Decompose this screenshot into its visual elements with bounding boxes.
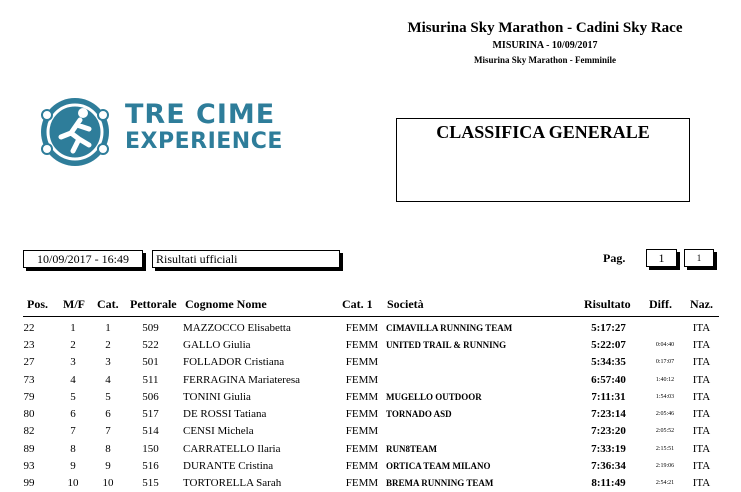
cell-cat1: FEMM <box>345 460 379 473</box>
col-header-pos: Pos. <box>27 297 48 311</box>
cell-cat1: FEMM <box>345 408 379 421</box>
cell-soc <box>386 354 576 371</box>
results-table <box>0 319 714 492</box>
cell-diff: 2:54:21 <box>655 480 675 487</box>
classifica-box <box>396 118 690 202</box>
cell-cat: 10 <box>102 477 114 490</box>
col-header-mf: M/F <box>63 297 85 311</box>
cell-mf: 5 <box>70 390 76 403</box>
cell-pett: 150 <box>142 442 159 455</box>
page-current: 1 <box>646 249 677 267</box>
table-row <box>0 475 714 492</box>
cell-pos: 79 <box>23 390 35 403</box>
col-header-naz: Naz. <box>690 297 713 311</box>
cell-cat1: FEMM <box>345 373 379 386</box>
cell-diff: 0:04:40 <box>655 341 675 348</box>
cell-nome: DE ROSSI Tatiana <box>183 408 267 421</box>
event-subtitle: MISURINA - 10/09/2017 <box>492 40 598 51</box>
logo-text-tre-cime: TRE CIME <box>125 99 276 130</box>
col-header-pettorale: Pettorale <box>130 297 177 311</box>
cell-pett: 511 <box>142 373 159 386</box>
cell-nome: CARRATELLO Ilaria <box>183 442 281 455</box>
col-header-cat: Cat. <box>97 297 119 311</box>
cell-ris: 7:23:14 <box>591 408 626 421</box>
cell-ris: 7:23:20 <box>591 425 626 438</box>
cell-soc <box>386 371 576 388</box>
table-row <box>0 405 714 422</box>
cell-cat: 9 <box>105 460 111 473</box>
cell-pett: 515 <box>142 477 159 490</box>
cell-soc: MUGELLO OUTDOOR <box>386 391 482 402</box>
cell-ris: 8:11:49 <box>591 477 626 490</box>
cell-soc <box>386 423 576 440</box>
cell-mf: 6 <box>70 408 76 421</box>
cell-mf: 2 <box>70 338 76 351</box>
cell-soc: BREMA RUNNING TEAM <box>386 478 494 489</box>
runner-emblem-icon <box>33 93 117 171</box>
cell-cat: 1 <box>105 321 111 334</box>
table-row <box>0 440 714 457</box>
page-label: Pag. <box>603 251 626 265</box>
cell-ris: 6:57:40 <box>591 373 626 386</box>
cell-pos: 82 <box>23 425 35 438</box>
col-header-risultato: Risultato <box>584 297 631 311</box>
cell-naz: ITA <box>692 373 711 386</box>
cell-pos: 99 <box>23 477 35 490</box>
cell-diff: 0:17:07 <box>655 359 675 366</box>
table-row <box>0 388 714 405</box>
cell-cat: 3 <box>105 356 111 369</box>
cell-soc: TORNADO ASD <box>386 409 452 420</box>
cell-pett: 514 <box>142 425 159 438</box>
cell-mf: 10 <box>67 477 79 490</box>
cell-nome: TONINI Giulia <box>183 390 251 403</box>
table-row <box>0 319 714 336</box>
cell-diff: 2:05:52 <box>655 428 675 435</box>
cell-mf: 1 <box>70 321 76 334</box>
cell-naz: ITA <box>692 356 711 369</box>
col-header-societa: Società <box>387 297 424 311</box>
cell-ris: 5:34:35 <box>591 356 626 369</box>
col-header-diff: Diff. <box>649 297 672 311</box>
cell-pos: 27 <box>23 356 35 369</box>
datetime-box: 10/09/2017 - 16:49 <box>23 250 143 268</box>
cell-nome: MAZZOCCO Elisabetta <box>183 321 291 334</box>
cell-pett: 516 <box>142 460 159 473</box>
cell-diff: 2:15:51 <box>655 445 675 452</box>
table-row <box>0 423 714 440</box>
cell-cat1: FEMM <box>345 390 379 403</box>
cell-diff: 1:54:03 <box>655 393 675 400</box>
cell-ris: 7:33:19 <box>591 442 626 455</box>
cell-pos: 23 <box>23 338 35 351</box>
cell-nome: DURANTE Cristina <box>183 460 274 473</box>
cell-diff <box>641 319 689 336</box>
cell-cat1: FEMM <box>345 338 379 351</box>
cell-pett: 517 <box>142 408 159 421</box>
cell-naz: ITA <box>692 321 711 334</box>
cell-soc: CIMAVILLA RUNNING TEAM <box>386 322 513 333</box>
cell-ris: 5:22:07 <box>591 338 626 351</box>
cell-pett: 506 <box>142 390 159 403</box>
cell-pett: 509 <box>142 321 159 334</box>
cell-cat1: FEMM <box>345 356 379 369</box>
cell-soc: ORTICA TEAM MILANO <box>386 461 491 472</box>
cell-naz: ITA <box>692 408 711 421</box>
cell-ris: 5:17:27 <box>591 321 626 334</box>
cell-diff: 1:40:12 <box>655 376 675 383</box>
cell-cat: 6 <box>105 408 111 421</box>
cell-cat: 8 <box>105 442 111 455</box>
cell-cat: 4 <box>105 373 111 386</box>
cell-naz: ITA <box>692 460 711 473</box>
cell-nome: FOLLADOR Cristiana <box>183 356 285 369</box>
cell-cat: 2 <box>105 338 111 351</box>
cell-diff: 2:05:46 <box>655 411 675 418</box>
tre-cime-logo <box>33 93 303 171</box>
cell-pos: 80 <box>23 408 35 421</box>
cell-cat: 7 <box>105 425 111 438</box>
cell-pett: 501 <box>142 356 159 369</box>
cell-cat: 5 <box>105 390 111 403</box>
cell-mf: 4 <box>70 373 76 386</box>
cell-ris: 7:36:34 <box>591 460 626 473</box>
table-row <box>0 457 714 474</box>
event-category: Misurina Sky Marathon - Femminile <box>474 55 616 65</box>
cell-pos: 73 <box>23 373 35 386</box>
cell-nome: TORTORELLA Sarah <box>183 477 282 490</box>
status-box: Risultati ufficiali <box>152 250 340 268</box>
cell-soc: UNITED TRAIL & RUNNING <box>386 339 507 350</box>
page-total: 1 <box>684 249 714 267</box>
header-divider <box>23 316 719 317</box>
cell-pos: 93 <box>23 460 35 473</box>
cell-naz: ITA <box>692 390 711 403</box>
cell-ris: 7:11:31 <box>591 390 626 403</box>
cell-pett: 522 <box>142 338 159 351</box>
cell-cat1: FEMM <box>345 442 379 455</box>
cell-naz: ITA <box>692 477 711 490</box>
cell-nome: CENSI Michela <box>183 425 254 438</box>
cell-mf: 7 <box>70 425 76 438</box>
cell-pos: 22 <box>23 321 35 334</box>
logo-text-experience: EXPERIENCE <box>125 129 283 154</box>
table-row <box>0 336 714 353</box>
event-title: Misurina Sky Marathon - Cadini Sky Race <box>407 20 683 36</box>
table-row <box>0 371 714 388</box>
cell-naz: ITA <box>692 338 711 351</box>
cell-cat1: FEMM <box>345 321 379 334</box>
cell-mf: 3 <box>70 356 76 369</box>
cell-nome: FERRAGINA Mariateresa <box>183 373 301 386</box>
cell-mf: 9 <box>70 460 76 473</box>
cell-pos: 89 <box>23 442 35 455</box>
col-header-cat1: Cat. 1 <box>342 297 373 311</box>
cell-mf: 8 <box>70 442 76 455</box>
classifica-title: CLASSIFICA GENERALE <box>436 122 650 142</box>
cell-cat1: FEMM <box>345 477 379 490</box>
table-row <box>0 354 714 371</box>
cell-naz: ITA <box>692 425 711 438</box>
cell-cat1: FEMM <box>345 425 379 438</box>
cell-nome: GALLO Giulia <box>183 338 251 351</box>
col-header-nome: Cognome Nome <box>185 297 267 311</box>
cell-naz: ITA <box>692 442 711 455</box>
cell-diff: 2:19:06 <box>655 463 675 470</box>
cell-soc: RUN8TEAM <box>386 443 437 454</box>
